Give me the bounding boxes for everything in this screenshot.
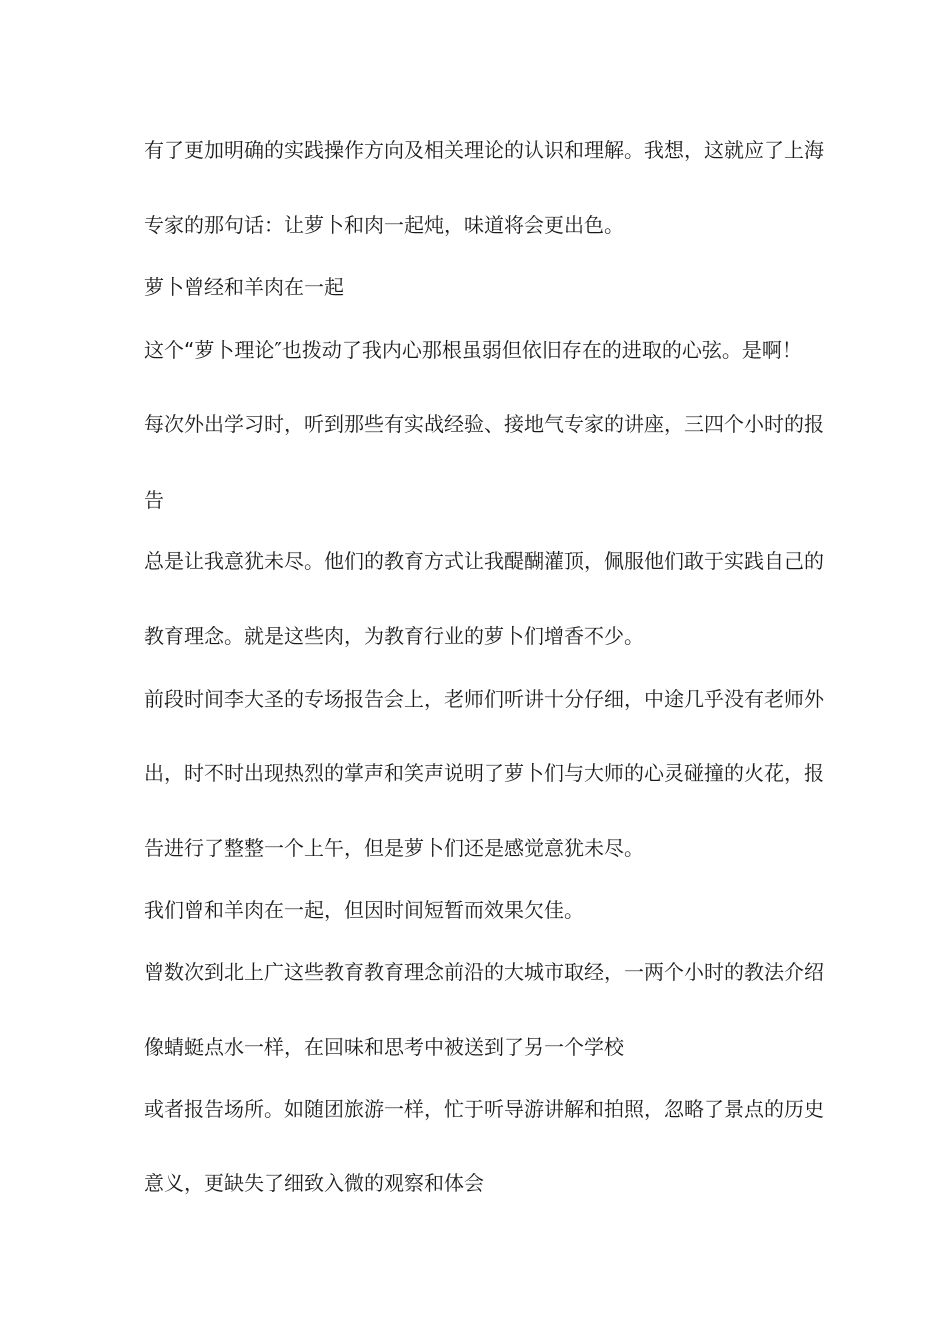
text-line: 意义，更缺失了细致入微的观察和体会 (144, 1171, 484, 1195)
text-line: 专家的那句话：让萝卜和肉一起炖，味道将会更出色。 (144, 213, 624, 237)
text-line: 这个“萝卜理论″也拨动了我内心那根虽弱但依旧存在的进取的心弦。是啊！ (144, 338, 802, 362)
text-line: 告进行了整整一个上午，但是萝卜们还是感觉意犹未尽。 (144, 836, 644, 860)
text-line: 总是让我意犹未尽。他们的教育方式让我醍醐灌顶，佩服他们敢于实践自己的 (144, 549, 824, 573)
text-line: 告 (144, 488, 164, 512)
section-heading: 我们曾和羊肉在一起，但因时间短暂而效果欠佳。 (144, 898, 584, 922)
text-line: 出，时不时出现热烈的掌声和笑声说明了萝卜们与大师的心灵碰撞的火花，报 (144, 761, 824, 785)
text-line: 每次外出学习时，听到那些有实战经验、接地气专家的讲座，三四个小时的报 (144, 412, 824, 436)
text-line: 有了更加明确的实践操作方向及相关理论的认识和理解。我想，这就应了上海 (144, 138, 824, 162)
text-line: 前段时间李大圣的专场报告会上，老师们听讲十分仔细，中途几乎没有老师外 (144, 687, 824, 711)
text-line: 曾数次到北上广这些教育教育理念前沿的大城市取经，一两个小时的教法介绍 (144, 960, 824, 984)
section-heading: 萝卜曾经和羊肉在一起 (144, 275, 344, 299)
text-line: 教育理念。就是这些肉，为教育行业的萝卜们增香不少。 (144, 624, 644, 648)
text-line: 或者报告场所。如随团旅游一样，忙于听导游讲解和拍照，忽略了景点的历史 (144, 1097, 824, 1121)
text-line: 像蜻蜓点水一样，在回味和思考中被送到了另一个学校 (144, 1035, 624, 1059)
